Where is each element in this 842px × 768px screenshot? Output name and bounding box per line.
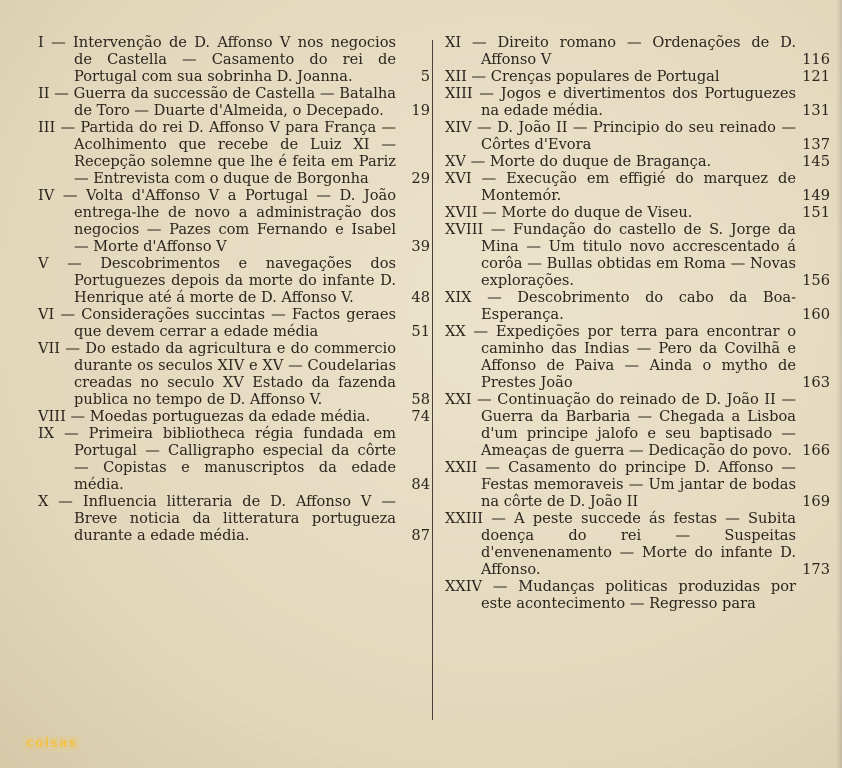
toc-entry <box>445 510 830 578</box>
toc-entry-title <box>38 85 430 119</box>
chapter-number: I <box>38 34 44 51</box>
chapter-separator: — <box>465 153 490 170</box>
chapter-summary: Fundação do castello de S. Jorge da Mina — Um titulo novo accrescentado á corôa — Bullas obtidas em Roma — Novas explorações. <box>481 221 797 289</box>
chapter-summary: Volta d'Affonso V a Portugal — D. João entrega-lhe de novo a administração dos negocios — Pazes com Fernando e Isabel — Morte d'Affonso V <box>74 187 396 255</box>
page-number: 84 <box>411 476 430 493</box>
page-number: 51 <box>411 323 430 340</box>
page-number: 145 <box>802 153 830 170</box>
watermark-logo: coisas <box>22 736 81 751</box>
toc-entry <box>445 578 830 612</box>
toc-entry-title <box>38 119 430 187</box>
chapter-summary: Moedas portuguezas da edade média. <box>89 408 371 425</box>
chapter-number: VII <box>38 340 61 357</box>
page-number: 131 <box>802 102 830 119</box>
toc-entry <box>445 170 830 204</box>
chapter-number: XIII <box>445 85 473 102</box>
toc-entry <box>38 340 430 408</box>
toc-column-left <box>38 34 430 544</box>
chapter-number: IV <box>38 187 55 204</box>
toc-entry-title <box>445 578 830 612</box>
chapter-number: VIII <box>38 408 66 425</box>
chapter-number: XVIII <box>445 221 484 238</box>
page-number: 149 <box>802 187 830 204</box>
toc-entry-title <box>38 425 430 493</box>
toc-entry-title <box>38 306 430 340</box>
chapter-number: VI <box>38 306 55 323</box>
chapter-separator: — <box>466 68 491 85</box>
chapter-summary: Direito romano — Ordenações de D. Affonso V <box>481 34 796 68</box>
chapter-separator: — <box>471 170 507 187</box>
toc-entry <box>38 493 430 544</box>
chapter-summary: D. João II — Principio do seu reinado — Côrtes d'Evora <box>481 119 796 153</box>
chapter-number: XX <box>445 323 466 340</box>
chapter-separator: — <box>48 493 83 510</box>
chapter-number: XII <box>445 68 467 85</box>
toc-entry <box>38 187 430 255</box>
chapter-summary: Intervenção de D. Affonso V nos negocios de Castella — Casamento do rei de Portugal com sua sobrinha D. Joanna. <box>73 34 396 85</box>
chapter-summary: Primeira bibliotheca régia fundada em Portugal — Calligrapho especial da côrte — Copistas e manuscriptos da edade média. <box>74 425 397 493</box>
page-edge-shadow <box>836 0 842 768</box>
chapter-separator: — <box>43 34 74 51</box>
chapter-separator: — <box>54 306 82 323</box>
toc-entry <box>445 289 830 323</box>
toc-entry-title <box>445 221 830 289</box>
chapter-number: XXIV <box>445 578 483 595</box>
page-number: 116 <box>802 51 830 68</box>
chapter-separator: — <box>54 425 89 442</box>
page-number: 137 <box>802 136 830 153</box>
toc-column-right <box>445 34 830 612</box>
chapter-summary: Casamento do principe D. Affonso — Festas memoraveis — Um jantar de bodas na côrte de D. João II <box>481 459 796 510</box>
chapter-summary: A peste succede ás festas — Subita doença do rei — Suspeitas d'envenenamento — Morte do infante D. Affonso. <box>481 510 797 578</box>
chapter-separator: — <box>471 119 498 136</box>
chapter-summary: Influencia litteraria de D. Affonso V — Breve noticia da litteratura portugueza durante a edade média. <box>74 493 396 544</box>
toc-entry <box>38 34 430 85</box>
chapter-separator: — <box>477 459 509 476</box>
toc-entry-title <box>38 255 430 306</box>
chapter-summary: Descobrimento do cabo da Boa-Esperança. <box>481 289 797 323</box>
chapter-separator: — <box>65 408 90 425</box>
page-number: 87 <box>411 527 430 544</box>
page-number: 151 <box>802 204 830 221</box>
page-number: 169 <box>802 493 830 510</box>
chapter-number: XVI <box>445 170 472 187</box>
toc-entry <box>445 391 830 459</box>
toc-entry-title <box>445 170 830 204</box>
toc-entry <box>445 153 830 170</box>
toc-entry <box>445 459 830 510</box>
chapter-number: XVII <box>445 204 478 221</box>
chapter-separator: — <box>461 34 498 51</box>
chapter-separator: — <box>49 85 74 102</box>
chapter-separator: — <box>55 119 81 136</box>
toc-entry-title <box>445 85 830 119</box>
page-number: 160 <box>802 306 830 323</box>
chapter-separator: — <box>472 85 501 102</box>
chapter-summary: Descobrimentos e navegações dos Portuguezes depois da morte do infante D. Henrique até á morte de D. Affonso V. <box>74 255 396 306</box>
page-number: 173 <box>802 561 830 578</box>
toc-entry <box>445 85 830 119</box>
chapter-summary: Mudanças politicas produzidas por este acontecimento — Regresso para <box>481 578 797 612</box>
column-divider <box>432 40 433 720</box>
chapter-number: II <box>38 85 50 102</box>
page-number: 166 <box>802 442 830 459</box>
chapter-summary: Execução em effigié do marquez de Montemór. <box>481 170 797 204</box>
chapter-summary: Crenças populares de Portugal <box>490 68 720 85</box>
page-number: 58 <box>411 391 430 408</box>
toc-entry <box>38 255 430 306</box>
chapter-number: XIX <box>445 289 472 306</box>
page-number: 39 <box>411 238 430 255</box>
chapter-separator: — <box>48 255 101 272</box>
toc-entry-title <box>38 408 430 425</box>
toc-entry <box>445 119 830 153</box>
page-number: 156 <box>802 272 830 289</box>
toc-entry <box>445 68 830 85</box>
toc-entry <box>38 306 430 340</box>
toc-entry <box>445 323 830 391</box>
toc-entry <box>38 119 430 187</box>
toc-entry-title <box>445 68 830 85</box>
chapter-number: XIV <box>445 119 472 136</box>
toc-entry-title <box>38 34 430 85</box>
chapter-separator: — <box>54 187 86 204</box>
chapter-summary: Continuação do reinado de D. João II — Guerra da Barbaria — Chegada a Lisboa d'um principe jalofo e seu baptisado — Ameaças de guerra — Dedicação do povo. <box>481 391 796 459</box>
toc-entry <box>445 204 830 221</box>
toc-entry-title <box>445 323 830 391</box>
toc-entry-title <box>38 340 430 408</box>
chapter-separator: — <box>483 510 515 527</box>
chapter-number: V <box>38 255 49 272</box>
page-number: 5 <box>420 68 430 85</box>
chapter-separator: — <box>471 289 518 306</box>
chapter-separator: — <box>482 578 519 595</box>
toc-entry-title <box>445 459 830 510</box>
page-number: 163 <box>802 374 830 391</box>
chapter-number: IX <box>38 425 55 442</box>
toc-entry-title <box>38 187 430 255</box>
toc-entry <box>445 34 830 68</box>
toc-entry <box>38 408 430 425</box>
chapter-number: XXI <box>445 391 472 408</box>
chapter-separator: — <box>465 323 496 340</box>
toc-entry-title <box>445 204 830 221</box>
chapter-summary: Morte do duque de Viseu. <box>501 204 693 221</box>
chapter-separator: — <box>60 340 86 357</box>
chapter-summary: Morte do duque de Bragança. <box>489 153 712 170</box>
chapter-summary: Partida do rei D. Affonso V para França — Acolhimento que recebe de Luiz XI — Recepção solemne que lhe é feita em Pariz — Entrevista com o duque de Borgonha <box>74 119 396 187</box>
chapter-number: XI <box>445 34 462 51</box>
page-number: 29 <box>411 170 430 187</box>
chapter-summary: Considerações succintas — Factos geraes que devem cerrar a edade média <box>74 306 397 340</box>
chapter-summary: Expedições por terra para encontrar o caminho das Indias — Pero da Covilhã e Affonso de Paiva — Ainda o mytho de Prestes João <box>481 323 797 391</box>
page-number: 121 <box>802 68 830 85</box>
toc-entry-title <box>445 119 830 153</box>
toc-entry-title <box>38 493 430 544</box>
chapter-separator: — <box>471 391 498 408</box>
chapter-number: XXIII <box>445 510 484 527</box>
toc-entry-title <box>445 34 830 68</box>
chapter-number: III <box>38 119 56 136</box>
toc-entry <box>38 425 430 493</box>
chapter-separator: — <box>483 221 514 238</box>
toc-entry-title <box>445 391 830 459</box>
page-number: 74 <box>411 408 430 425</box>
toc-entry-title <box>445 153 830 170</box>
chapter-summary: Do estado da agricultura e do commercio durante os seculos XIV e XV — Coudelarias creadas no seculo XV Estado da fazenda publica no tempo de D. Affonso V. <box>74 340 396 408</box>
chapter-number: XXII <box>445 459 478 476</box>
toc-entry <box>38 85 430 119</box>
toc-entry-title <box>445 289 830 323</box>
page-number: 48 <box>411 289 430 306</box>
toc-entry-title <box>445 510 830 578</box>
chapter-number: X <box>38 493 49 510</box>
toc-entry <box>445 221 830 289</box>
chapter-separator: — <box>477 204 502 221</box>
page-number: 19 <box>411 102 430 119</box>
chapter-number: XV <box>445 153 466 170</box>
chapter-summary: Guerra da successão de Castella — Batalha de Toro — Duarte d'Almeida, o Decepado. <box>73 85 396 119</box>
chapter-summary: Jogos e divertimentos dos Portuguezes na edade média. <box>481 85 796 119</box>
